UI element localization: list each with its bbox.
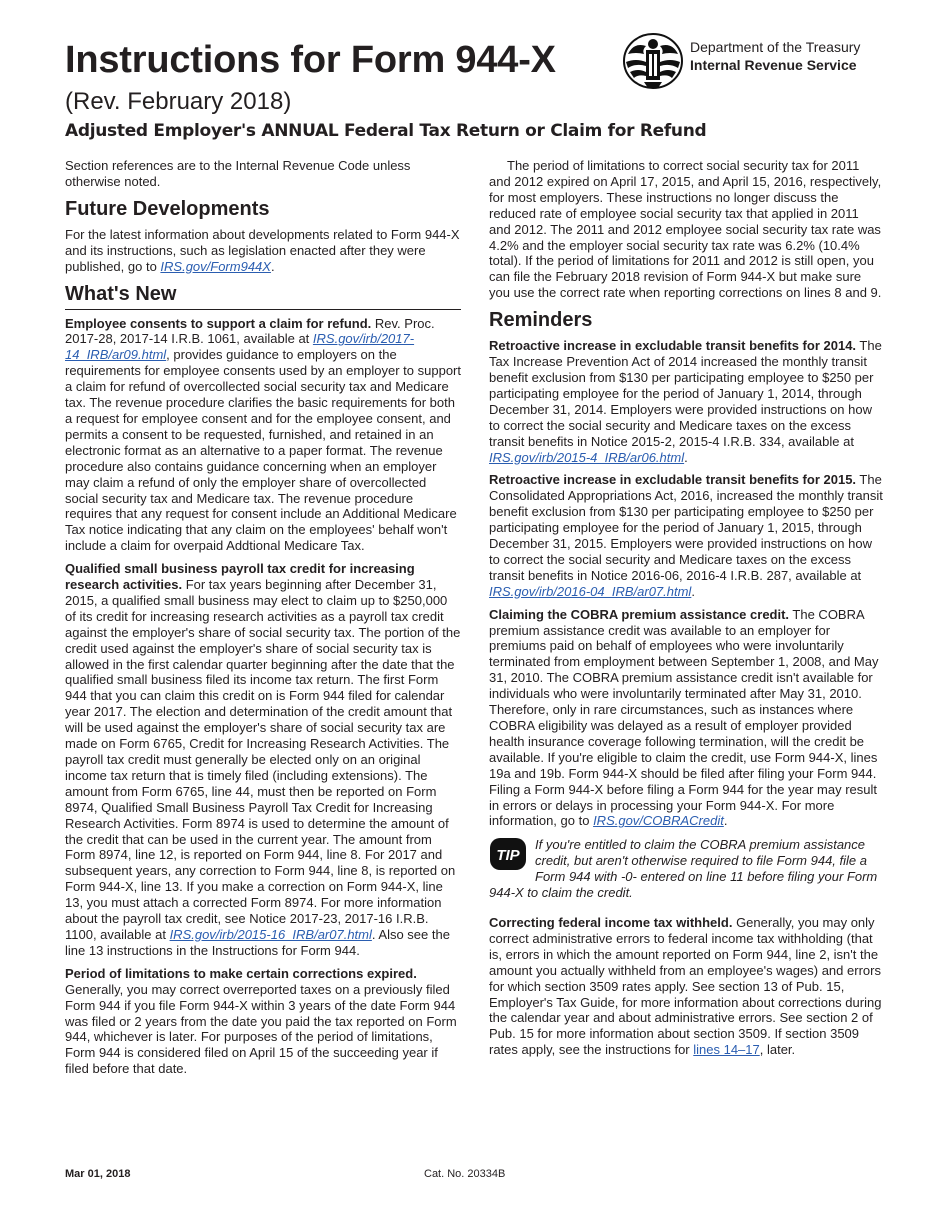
footer-catalog-number: Cat. No. 20334B	[424, 1168, 506, 1180]
form944x-link[interactable]: IRS.gov/Form944X	[160, 258, 271, 274]
transit-2014-paragraph: Retroactive increase in excludable transit benefits for 2014. The Tax Increase Prevention Act of 2014 increased the monthly transit benefit exclusion from $130 per participating employee to $250 per participating employee for the period of January 1, 2014, through December 31, 2014. Employers were provided instructions on how to correct the social security and Medicare taxes on the excess transit benefits in Notice 2015-2, 2015-4 I.R.B. 334, available at IRS.gov/irb/2015-4_IRB/ar06.html.	[489, 338, 882, 465]
cobra-credit-link[interactable]: IRS.gov/COBRACredit	[593, 813, 724, 829]
intro-text: Section references are to the Internal Revenue Code unless otherwise noted.	[65, 158, 411, 189]
future-developments-text: For the latest information about developments related to Form 944-X and its instructions, such as legislation enacted after they were published, go to IRS.gov/Form944X.	[65, 226, 460, 274]
notice-2016-06-link[interactable]: IRS.gov/irb/2016-04_IRB/ar07.html	[489, 583, 692, 599]
document-title: Instructions for Form 944-X	[65, 39, 556, 81]
reminders-heading: Reminders	[489, 309, 593, 332]
payroll-credit-paragraph: Qualified small business payroll tax credit for increasing research activities. For tax years beginning after December 31, 2015, a qualified small business may elect to claim up to $250,000 of its credit for increasing research activities as a payroll tax credit against the employer's share of social security tax. The portion of the credit used against the employer's share of social security tax is allowed in the first calendar quarter beginning after the date that the qualified small business filed its income tax return. The first Form 944 that you can claim this credit on is Form 944 filed for calendar year 2017. The election and determination of the credit amount that will be used against the employer's share of social security tax are made on Form 6765, Credit for Increasing Research Activities. The payroll tax credit must generally be elected only on an original income tax return that is timely filed (including extensions). The amount from Form 6765, line 44, must then be reported on Form 8974, Qualified Small Business Payroll Tax Credit for Increasing Research Activities. Form 8974 is used to determine the amount of the credit that can be used in the current year. The amount from Form 8974, line 12, is reported on Form 944, line 8. For 2017 and subsequent years, any correction to Form 944, line 8, is reported on Form 944-X, line 13. If you make a correction on Form 944-X, line 13, you must attach a corrected Form 8974. For more information about the payroll tax credit, see Notice 2017-23, 2017-16 I.R.B. 1100, available at IRS.gov/irb/2015-16_IRB/ar07.html. Also see the line 13 instructions in the Instructions for Form 944.	[65, 561, 461, 958]
document-subtitle: Adjusted Employer's ANNUAL Federal Tax Return or Claim for Refund	[65, 121, 707, 141]
fit-withheld-paragraph: Correcting federal income tax withheld. Generally, you may only correct administrative errors to federal income tax withholding (that is, errors in which the amount reported on Form 944, line 2, isn't the amount you actually withheld from an employee's wages) and errors for which section 3509 rates apply. See section 13 of Pub. 15, Employer's Tax Guide, for more information about corrections during the calendar year and about administrative errors. See section 2 of Pub. 15 for more information about section 3509. If section 3509 rates apply, see the instructions for lines 14–17, later.	[489, 914, 882, 1058]
agency-line-2: Internal Revenue Service	[690, 57, 857, 73]
period-limitations-paragraph: Period of limitations to make certain corrections expired. Generally, you may correct overreported taxes on a previously filed Form 944 if you file Form 944-X within 3 years of the date Form 944 was filed or 2 years from the date you paid the tax reported on Form 944, whichever is later. For purposes of the period of limitations, Form 944 is considered filed on April 15 of the succeeding year if filed before that date.	[65, 965, 457, 1077]
tip-box	[489, 837, 883, 901]
tip-text: If you're entitled to claim the COBRA premium assistance credit, but aren't otherwise required to file Form 944, file a Form 944 with -0- entered on line 11 before filing your Form 944-X to claim the credit.	[489, 837, 878, 901]
notice-link[interactable]: IRS.gov/irb/2015-16_IRB/ar07.html	[169, 926, 372, 942]
period-continuation-paragraph: The period of limitations to correct social security tax for 2011 and 2012 expired on April 17, 2015, and April 15, 2016, respectively, for most employers. These instructions no longer discuss the reduced rate of employee social security tax that applied in 2011 and 2012. The 2011 and 2012 employee social security tax rate was 4.2% and the employer social security tax rate was 6.2% (10.4% total). If the period of limitations for 2011 and 2012 is still open, you can file the February 2018 revision of Form 944-X but make sure you use the correct rate when reporting corrections on lines 8 and 9.	[489, 158, 882, 301]
whats-new-heading: What's New	[65, 282, 461, 310]
left-column	[65, 158, 461, 1084]
rev-proc-link[interactable]: IRS.gov/irb/2017-14_IRB/ar09.html	[65, 331, 415, 363]
footer-date: Mar 01, 2018	[65, 1168, 131, 1180]
right-column	[489, 158, 883, 1065]
future-developments-heading: Future Developments	[65, 197, 270, 220]
lines-14-17-link[interactable]: lines 14–17	[693, 1042, 760, 1058]
agency-line-1: Department of the Treasury	[690, 39, 861, 55]
cobra-paragraph: Claiming the COBRA premium assistance credit. The COBRA premium assistance credit was available to an employer for premiums paid on behalf of employees who were involuntarily terminated from employment between September 1, 2008, and May 31, 2010. The COBRA premium assistance credit isn't available for individuals who were involuntarily terminated after May 31, 2010. Therefore, only in rare circumstances, such as instances where COBRA eligibility was delayed as a result of employer provided health insurance coverage following termination, will the credit be available. If you're eligible to claim the credit, use Form 944-X, lines 19a and 19b. Form 944-X should be filed after filing your Form 944. Filing a Form 944-X before filing a Form 944 for the year may result in errors or delays in processing your Form 944-X. For more information, go to IRS.gov/COBRACredit.	[489, 606, 879, 829]
transit-2015-paragraph: Retroactive increase in excludable transit benefits for 2015. The Consolidated Appropriations Act, 2016, increased the monthly transit benefit exclusion from $130 per participating employee to $250 per participating employee for the period of January 1, 2015, through December 31, 2015. Employers were provided instructions on how to correct the social security and Medicare taxes on the excess transit benefits in Notice 2016-06, 2016-4 I.R.B. 287, available at IRS.gov/irb/2016-04_IRB/ar07.html.	[489, 472, 883, 599]
agency-name	[690, 38, 860, 74]
notice-2015-2-link[interactable]: IRS.gov/irb/2015-4_IRB/ar06.html	[489, 449, 685, 465]
employee-consents-paragraph: Employee consents to support a claim for refund. Rev. Proc. 2017-28, 2017-14 I.R.B. 1061, available at IRS.gov/irb/2017-14_IRB/ar09.html, provides guidance to employers on the requirements for employee consents used by an employer to support a claim for refund of overcollected social security tax and Medicare tax. The revenue procedure clarifies the basic requirements for both a request for employee consent and for the employee consent, and permits a consent to be requested, furnished, and retained in an electronic format as an alternative to a paper format. The revenue procedure also contains guidance concerning when an employer may claim a refund of only the employer share of overcollected social security tax and Medicare tax. The revenue procedure requires that any request for consent include an Additional Medicare Tax notice indicating that any claim on the employees' behalf won't include a claim for overpaid Addtional Medicare Tax.	[65, 315, 461, 554]
irs-eagle-logo-icon	[622, 32, 684, 90]
revision-date: (Rev. February 2018)	[65, 88, 292, 115]
tip-label: TIP	[496, 847, 520, 865]
tip-icon	[489, 837, 527, 871]
